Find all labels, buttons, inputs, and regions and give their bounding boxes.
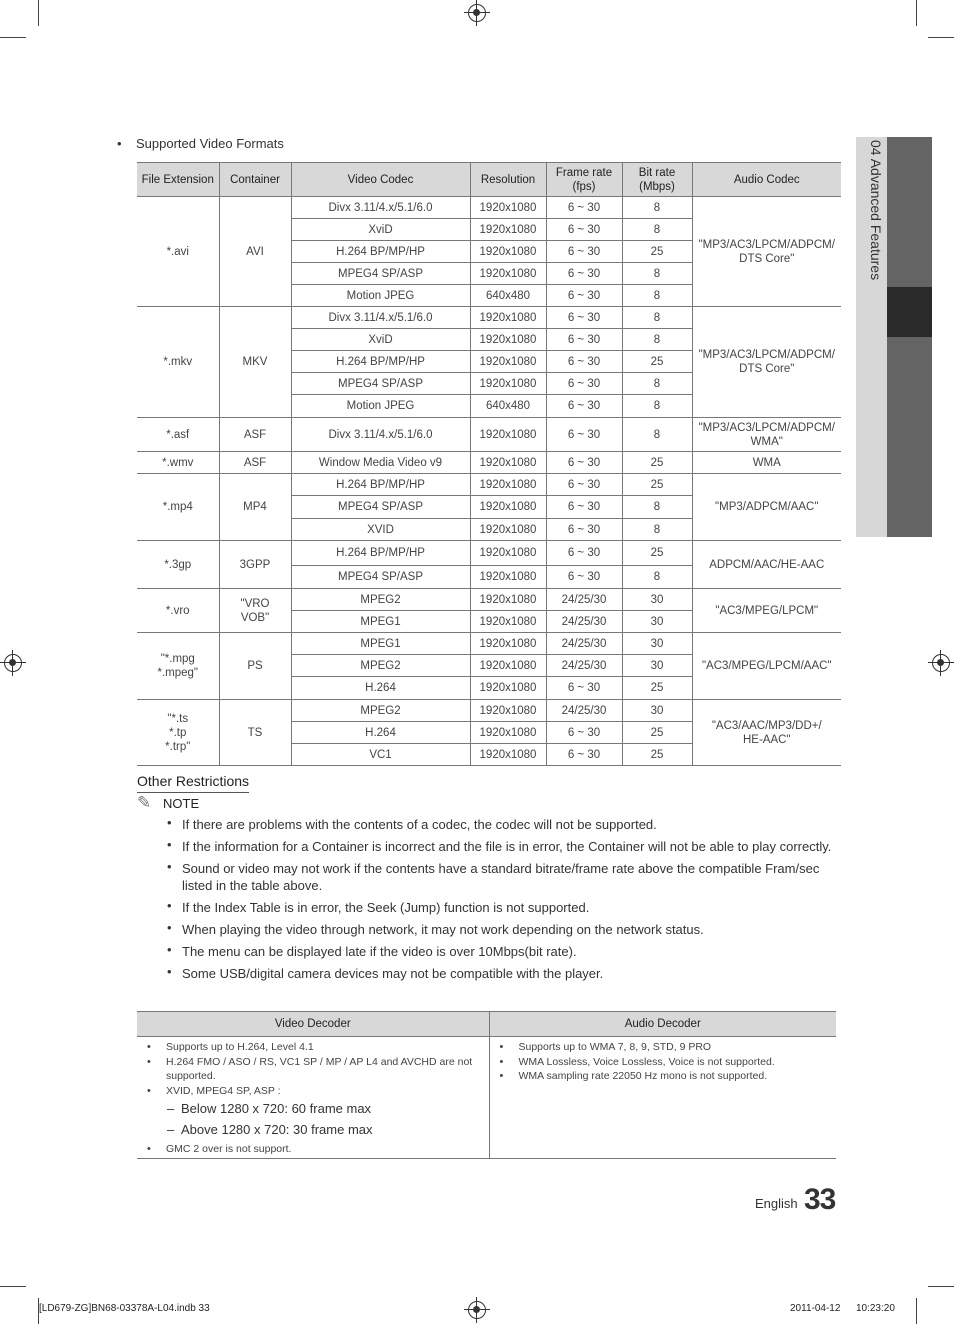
resolution-cell: 1920x1080	[470, 700, 546, 722]
frame-rate-cell: 6 ~ 30	[546, 395, 622, 418]
column-header: File Extension	[137, 163, 219, 197]
frame-rate-cell: 6 ~ 30	[546, 285, 622, 307]
video-decoder-cell	[137, 1037, 489, 1159]
resolution-cell: 1920x1080	[470, 744, 546, 766]
list-item: • H.264 FMO / ASO / RS, VC1 SP / MP / AP L4 and AVCHD are not supported.	[137, 1055, 489, 1084]
resolution-cell: 1920x1080	[470, 241, 546, 263]
frame-rate-cell: 24/25/30	[546, 633, 622, 655]
audio-codec-cell: ADPCM/AAC/HE-AAC	[692, 541, 841, 589]
bit-rate-cell: 25	[622, 541, 692, 566]
resolution-cell: 1920x1080	[470, 496, 546, 519]
resolution-cell: 1920x1080	[470, 197, 546, 219]
video-codec-cell: Motion JPEG	[291, 285, 470, 307]
video-codec-cell: MPEG4 SP/ASP	[291, 566, 470, 589]
file-extension-cell: "*.mpg *.mpeg"	[137, 633, 219, 700]
resolution-cell: 1920x1080	[470, 452, 546, 474]
crop-mark	[928, 1286, 954, 1287]
crop-mark	[38, 0, 39, 26]
video-codec-cell: MPEG1	[291, 633, 470, 655]
file-extension-cell: "*.ts *.tp *.trp"	[137, 700, 219, 766]
table-row	[137, 307, 841, 329]
page-number: 33	[804, 1183, 836, 1216]
video-codec-cell: XVID	[291, 519, 470, 541]
table-row	[137, 474, 841, 496]
audio-decoder-cell	[489, 1037, 836, 1159]
container-cell: AVI	[219, 197, 291, 307]
sub-list-item: – Below 1280 x 720: 60 frame max	[137, 1098, 489, 1119]
frame-rate-cell: 6 ~ 30	[546, 197, 622, 219]
video-codec-cell: MPEG4 SP/ASP	[291, 373, 470, 395]
video-codec-cell: MPEG1	[291, 611, 470, 633]
list-item: • If the Index Table is in error, the Seek (Jump) function is not supported.	[165, 899, 840, 916]
decoder-table	[137, 1011, 836, 1159]
list-item: • WMA Lossless, Voice Lossless, Voice is not supported.	[490, 1055, 837, 1070]
frame-rate-cell: 6 ~ 30	[546, 519, 622, 541]
resolution-cell: 1920x1080	[470, 373, 546, 395]
video-codec-cell: MPEG4 SP/ASP	[291, 496, 470, 519]
note-label: NOTE	[163, 796, 200, 811]
frame-rate-cell: 6 ~ 30	[546, 541, 622, 566]
column-header: Resolution	[470, 163, 546, 197]
video-codec-cell: Window Media Video v9	[291, 452, 470, 474]
frame-rate-cell: 6 ~ 30	[546, 496, 622, 519]
language-label: English	[755, 1196, 798, 1211]
chapter-tab-marker	[887, 287, 932, 337]
list-item: • WMA sampling rate 22050 Hz mono is not supported.	[490, 1069, 837, 1084]
resolution-cell: 1920x1080	[470, 474, 546, 496]
video-codec-cell: H.264	[291, 677, 470, 700]
frame-rate-cell: 24/25/30	[546, 611, 622, 633]
bit-rate-cell: 8	[622, 395, 692, 418]
crop-mark	[0, 1286, 26, 1287]
video-codec-cell: Divx 3.11/4.x/5.1/6.0	[291, 418, 470, 452]
video-codec-cell: MPEG4 SP/ASP	[291, 263, 470, 285]
file-extension-cell: *.avi	[137, 197, 219, 307]
resolution-cell: 1920x1080	[470, 566, 546, 589]
resolution-cell: 1920x1080	[470, 589, 546, 611]
registration-mark-icon	[4, 654, 22, 672]
resolution-cell: 1920x1080	[470, 677, 546, 700]
column-header: Audio Codec	[692, 163, 841, 197]
list-item: • When playing the video through network, it may not work depending on the network status.	[165, 921, 840, 938]
resolution-cell: 1920x1080	[470, 351, 546, 373]
file-extension-cell: *.mkv	[137, 307, 219, 418]
other-restrictions-title: Other Restrictions	[137, 773, 250, 789]
audio-decoder-header: Audio Decoder	[489, 1012, 836, 1037]
list-item: • Some USB/digital camera devices may not be compatible with the player.	[165, 965, 840, 982]
resolution-cell: 640x480	[470, 285, 546, 307]
section-heading-text: Supported Video Formats	[136, 136, 284, 151]
restrictions-list	[165, 816, 840, 987]
file-extension-cell: *.vro	[137, 589, 219, 633]
bit-rate-cell: 8	[622, 219, 692, 241]
resolution-cell: 1920x1080	[470, 722, 546, 744]
container-cell: ASF	[219, 452, 291, 474]
bit-rate-cell: 25	[622, 722, 692, 744]
video-decoder-header: Video Decoder	[137, 1012, 489, 1037]
bit-rate-cell: 30	[622, 633, 692, 655]
frame-rate-cell: 24/25/30	[546, 589, 622, 611]
crop-mark	[928, 37, 954, 38]
audio-codec-cell: "AC3/MPEG/LPCM"	[692, 589, 841, 633]
audio-codec-cell: "MP3/AC3/LPCM/ADPCM/ DTS Core"	[692, 307, 841, 418]
frame-rate-cell: 24/25/30	[546, 655, 622, 677]
column-header: Frame rate (fps)	[546, 163, 622, 197]
resolution-cell: 1920x1080	[470, 519, 546, 541]
resolution-cell: 1920x1080	[470, 541, 546, 566]
bit-rate-cell: 8	[622, 519, 692, 541]
frame-rate-cell: 6 ~ 30	[546, 418, 622, 452]
crop-mark	[0, 37, 26, 38]
pencil-note-icon: ✎	[137, 793, 152, 812]
bit-rate-cell: 25	[622, 241, 692, 263]
file-extension-cell: *.wmv	[137, 452, 219, 474]
list-item: • Sound or video may not work if the contents have a standard bitrate/frame rate above the compatible Fram/sec listed in the table above.	[165, 860, 840, 894]
bit-rate-cell: 8	[622, 418, 692, 452]
section-heading	[117, 136, 284, 151]
frame-rate-cell: 6 ~ 30	[546, 241, 622, 263]
video-codec-cell: H.264 BP/MP/HP	[291, 351, 470, 373]
audio-codec-cell: "MP3/ADPCM/AAC"	[692, 474, 841, 541]
frame-rate-cell: 6 ~ 30	[546, 474, 622, 496]
list-item: • The menu can be displayed late if the video is over 10Mbps(bit rate).	[165, 943, 840, 960]
audio-codec-cell: "AC3/MPEG/LPCM/AAC"	[692, 633, 841, 700]
bit-rate-cell: 25	[622, 677, 692, 700]
bit-rate-cell: 8	[622, 496, 692, 519]
table-header-row	[137, 1012, 836, 1037]
frame-rate-cell: 6 ~ 30	[546, 263, 622, 285]
video-codec-cell: VC1	[291, 744, 470, 766]
chapter-tab-bar	[887, 137, 932, 537]
video-codec-cell: MPEG2	[291, 655, 470, 677]
list-item: • GMC 2 over is not support.	[137, 1142, 489, 1157]
table-row	[137, 197, 841, 219]
note-heading	[137, 793, 199, 813]
frame-rate-cell: 6 ~ 30	[546, 452, 622, 474]
crop-mark	[916, 0, 917, 26]
frame-rate-cell: 6 ~ 30	[546, 219, 622, 241]
crop-mark	[916, 1298, 917, 1324]
bit-rate-cell: 8	[622, 285, 692, 307]
video-codec-cell: Divx 3.11/4.x/5.1/6.0	[291, 197, 470, 219]
resolution-cell: 1920x1080	[470, 219, 546, 241]
table-row	[137, 700, 841, 722]
frame-rate-cell: 6 ~ 30	[546, 351, 622, 373]
frame-rate-cell: 6 ~ 30	[546, 744, 622, 766]
column-header: Video Codec	[291, 163, 470, 197]
bit-rate-cell: 8	[622, 373, 692, 395]
registration-mark-icon	[468, 4, 486, 22]
table-row	[137, 452, 841, 474]
video-codec-cell: MPEG2	[291, 700, 470, 722]
audio-codec-cell: "MP3/AC3/LPCM/ADPCM/ DTS Core"	[692, 197, 841, 307]
frame-rate-cell: 6 ~ 30	[546, 566, 622, 589]
resolution-cell: 640x480	[470, 395, 546, 418]
list-item: • If the information for a Container is incorrect and the file is in error, the Container will not be able to play correctly.	[165, 838, 840, 855]
container-cell: MKV	[219, 307, 291, 418]
bullet-icon: •	[117, 136, 122, 151]
bit-rate-cell: 25	[622, 474, 692, 496]
bit-rate-cell: 25	[622, 452, 692, 474]
list-item: • XVID, MPEG4 SP, ASP :	[137, 1084, 489, 1099]
resolution-cell: 1920x1080	[470, 263, 546, 285]
bit-rate-cell: 30	[622, 611, 692, 633]
table-row	[137, 418, 841, 452]
video-codec-cell: XviD	[291, 219, 470, 241]
bit-rate-cell: 8	[622, 329, 692, 351]
table-row	[137, 589, 841, 611]
file-info: [LD679-ZG]BN68-03378A-L04.indb 33	[39, 1303, 210, 1314]
list-item: • Supports up to WMA 7, 8, 9, STD, 9 PRO	[490, 1040, 837, 1055]
frame-rate-cell: 6 ~ 30	[546, 329, 622, 351]
video-codec-cell: XviD	[291, 329, 470, 351]
bit-rate-cell: 25	[622, 744, 692, 766]
file-extension-cell: *.mp4	[137, 474, 219, 541]
resolution-cell: 1920x1080	[470, 307, 546, 329]
table-row	[137, 1037, 836, 1159]
resolution-cell: 1920x1080	[470, 418, 546, 452]
resolution-cell: 1920x1080	[470, 633, 546, 655]
list-item: • Supports up to H.264, Level 4.1	[137, 1040, 489, 1055]
bit-rate-cell: 30	[622, 655, 692, 677]
bit-rate-cell: 8	[622, 263, 692, 285]
date-info: 2011-04-12 10:23:20	[790, 1303, 895, 1314]
bit-rate-cell: 30	[622, 700, 692, 722]
video-formats-table	[137, 162, 841, 766]
column-header: Bit rate (Mbps)	[622, 163, 692, 197]
container-cell: PS	[219, 633, 291, 700]
sub-list-item: – Above 1280 x 720: 30 frame max	[137, 1119, 489, 1140]
container-cell: 3GPP	[219, 541, 291, 589]
frame-rate-cell: 24/25/30	[546, 700, 622, 722]
video-codec-cell: MPEG2	[291, 589, 470, 611]
column-header: Container	[219, 163, 291, 197]
video-codec-cell: H.264 BP/MP/HP	[291, 541, 470, 566]
bit-rate-cell: 25	[622, 351, 692, 373]
resolution-cell: 1920x1080	[470, 329, 546, 351]
video-codec-cell: Divx 3.11/4.x/5.1/6.0	[291, 307, 470, 329]
frame-rate-cell: 6 ~ 30	[546, 677, 622, 700]
video-codec-cell: H.264 BP/MP/HP	[291, 241, 470, 263]
bit-rate-cell: 8	[622, 307, 692, 329]
table-header-row	[137, 163, 841, 197]
registration-mark-icon	[468, 1301, 486, 1319]
table-row	[137, 541, 841, 566]
registration-mark-icon	[932, 654, 950, 672]
bit-rate-cell: 8	[622, 566, 692, 589]
audio-codec-cell: "MP3/AC3/LPCM/ADPCM/ WMA"	[692, 418, 841, 452]
frame-rate-cell: 6 ~ 30	[546, 722, 622, 744]
frame-rate-cell: 6 ~ 30	[546, 307, 622, 329]
bit-rate-cell: 8	[622, 197, 692, 219]
container-cell: TS	[219, 700, 291, 766]
container-cell: MP4	[219, 474, 291, 541]
file-extension-cell: *.3gp	[137, 541, 219, 589]
frame-rate-cell: 6 ~ 30	[546, 373, 622, 395]
audio-codec-cell: "AC3/AAC/MP3/DD+/ HE-AAC"	[692, 700, 841, 766]
audio-codec-cell: WMA	[692, 452, 841, 474]
resolution-cell: 1920x1080	[470, 655, 546, 677]
video-codec-cell: Motion JPEG	[291, 395, 470, 418]
file-extension-cell: *.asf	[137, 418, 219, 452]
container-cell: "VRO VOB"	[219, 589, 291, 633]
bit-rate-cell: 30	[622, 589, 692, 611]
table-row	[137, 633, 841, 655]
video-codec-cell: H.264 BP/MP/HP	[291, 474, 470, 496]
resolution-cell: 1920x1080	[470, 611, 546, 633]
chapter-tab-label: 04 Advanced Features	[868, 140, 884, 281]
list-item: • If there are problems with the contents of a codec, the codec will not be supported.	[165, 816, 840, 833]
video-codec-cell: H.264	[291, 722, 470, 744]
container-cell: ASF	[219, 418, 291, 452]
